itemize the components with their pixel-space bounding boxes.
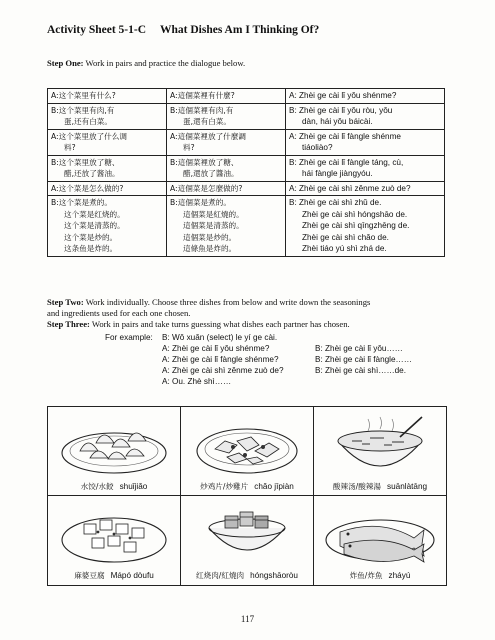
dialogue-line: 蛋,還有白菜。 [183, 117, 231, 126]
dialogue-line: A: Zhèi ge cài shì zěnme zuò de? [289, 183, 411, 193]
pinyin-cell [286, 103, 445, 129]
dialogue-row [48, 89, 445, 104]
dish-caption [181, 481, 313, 492]
dialogue-line: A:这个菜是怎么做的? [51, 183, 124, 193]
step-two [47, 297, 447, 330]
dialogue-line: 这个菜是清蒸的。 [64, 221, 125, 230]
dialogue-line: 這個菜是紅燒的。 [183, 209, 244, 219]
page-number: 117 [240, 614, 255, 624]
dialogue-line: B:这个菜里有肉,有 [51, 105, 115, 115]
dish-name-cn: 酸辣汤/酸辣湯 [332, 482, 382, 491]
dialogue-line: B:這個菜裡有肉,有 [170, 105, 234, 115]
dish-name-cn: 炒鸡片/炒雞片 [200, 482, 249, 491]
simplified-cell [48, 103, 167, 129]
dish-caption [181, 570, 313, 581]
dish-cell [314, 496, 446, 585]
traditional-cell [167, 129, 286, 155]
pinyin-cell [286, 129, 445, 155]
dialogue-line: B: Zhèi ge cài lǐ yǒu ròu, yǒu [289, 105, 393, 115]
dialogue-table [47, 88, 445, 257]
dish-name-pinyin: hóngshāoròu [250, 571, 298, 580]
dish-name-cn: 红烧肉/紅燒肉 [196, 571, 245, 580]
dish-cell [181, 496, 314, 585]
step-one-text: Work in pairs and practice the dialogue below. [85, 58, 246, 68]
step-three-text: Work in pairs and take turns guessing what dishes each partner has chosen. [91, 319, 350, 329]
dish-name-cn: 麻婆豆腐 [74, 571, 105, 580]
dish-grid [47, 406, 447, 586]
dish-name-pinyin: Mápó dòufu [110, 571, 154, 580]
example-line-3a: A: Zhèi ge cài lǐ fàngle shénme? [162, 355, 279, 364]
pinyin-cell [286, 155, 445, 181]
dialogue-line: hái fàngle jiàngyóu. [302, 169, 373, 178]
dialogue-line: B: Zhèi ge cài shì zhǔ de. [289, 198, 382, 207]
dish-caption [48, 570, 180, 581]
simplified-cell [48, 155, 167, 181]
traditional-cell [167, 103, 286, 129]
dialogue-line: Zhèi tiáo yú shì zhá de. [302, 244, 387, 253]
example-line-2a: A: Zhèi ge cài lǐ yǒu shénme? [162, 344, 270, 353]
example-line-3b: B: Zhèi ge cài lǐ fàngle…… [315, 355, 412, 364]
dialogue-row [48, 103, 445, 129]
dialogue-line: 醋,還放了醬油。 [183, 169, 239, 178]
dish-cell [48, 407, 181, 496]
activity-title: What Dishes Am I Thinking Of? [160, 24, 320, 36]
step-three-label: Step Three: [47, 319, 90, 329]
activity-number: Activity Sheet 5-1-C [47, 24, 147, 36]
dialogue-line: 料? [64, 143, 76, 152]
dialogue-line: 蛋,还有白菜。 [64, 117, 112, 126]
pinyin-cell [286, 89, 445, 104]
dialogue-line: A:这个菜里有什么? [51, 91, 116, 100]
simplified-cell [48, 196, 167, 257]
step-two-line1: Work individually. Choose three dishes from below and write down the seasonings [85, 297, 371, 307]
example-line-4b: B: Zhèi ge cài shì……de. [315, 366, 407, 375]
dialogue-line: 这条鱼是炸的。 [64, 244, 118, 253]
dialogue-line: Zhèi ge cài shì chǎo de. [302, 232, 389, 242]
dish-caption [48, 481, 180, 492]
pinyin-cell [286, 196, 445, 257]
fried-fish-plate-icon [318, 500, 442, 568]
dialogue-row [48, 155, 445, 181]
dialogue-line: B:這個菜裡放了糖、 [170, 157, 239, 167]
dialogue-line: tiáoliào? [302, 143, 333, 152]
dialogue-line: Zhèi ge cài shì hóngshāo de. [302, 209, 408, 219]
step-two-label: Step Two: [47, 297, 84, 307]
dialogue-row [48, 129, 445, 155]
dish-name-pinyin: suānlàtāng [387, 482, 428, 491]
dumplings-plate-icon [52, 411, 177, 479]
step-two-line2: and ingredients used for each one chosen. [47, 308, 191, 318]
dialogue-line: A: Zhèi ge cài lǐ fàngle shénme [289, 131, 401, 141]
dialogue-line: A:這個菜裡有什麼? [170, 91, 235, 100]
simplified-cell [48, 129, 167, 155]
dialogue-line: B: Zhèi ge cài lǐ fàngle táng, cù, [289, 157, 404, 167]
example-lead: For example: [105, 333, 153, 342]
example-line-1: B: Wǒ xuǎn (select) le yí ge cài. [162, 333, 278, 342]
dialogue-line: A:這個菜是怎麼做的? [170, 183, 243, 193]
traditional-cell [167, 155, 286, 181]
traditional-cell [167, 89, 286, 104]
dialogue-line: 這個菜是炒的。 [183, 232, 237, 242]
dialogue-row [48, 196, 445, 257]
dialogue-line: Zhèi ge cài shì qīngzhēng de. [302, 221, 410, 230]
dialogue-line: B:这个菜里放了糖、 [51, 157, 120, 167]
traditional-cell [167, 196, 286, 257]
example-line-5: A: Ou. Zhè shì…… [162, 377, 232, 386]
soup-bowl-icon [318, 411, 442, 479]
dialogue-line: A: Zhèi ge cài lǐ yǒu shénme? [289, 91, 397, 100]
dish-cell [48, 496, 181, 585]
simplified-cell [48, 181, 167, 196]
dialogue-line: A:這個菜裡放了什麼調 [170, 131, 246, 141]
dish-name-cn: 炸鱼/炸魚 [349, 571, 383, 580]
dish-cell [181, 407, 314, 496]
dialogue-line: 料? [183, 143, 195, 152]
stirfry-chicken-plate-icon [185, 411, 310, 479]
simplified-cell [48, 89, 167, 104]
dialogue-line: 醋,还放了酱油。 [64, 169, 120, 178]
dish-name-pinyin: chǎo jīpiàn [254, 482, 294, 491]
dialogue-row [48, 181, 445, 196]
dialogue-line: 这个菜是炒的。 [64, 232, 118, 242]
pinyin-cell [286, 181, 445, 196]
braised-pork-bowl-icon [185, 500, 310, 568]
dish-name-cn: 水饺/水餃 [80, 482, 114, 491]
step-one-label: Step One: [47, 58, 84, 68]
dialogue-line: 這個菜是清蒸的。 [183, 221, 244, 230]
dish-name-pinyin: shuǐjiǎo [119, 482, 148, 491]
traditional-cell [167, 181, 286, 196]
dish-caption [314, 481, 446, 492]
dish-caption [314, 570, 446, 581]
step-one [47, 58, 245, 69]
dialogue-line: B:這個菜是煮的。 [170, 198, 231, 207]
dialogue-line: 這條魚是炸的。 [183, 244, 237, 253]
dish-cell [314, 407, 446, 496]
tofu-plate-icon [52, 500, 177, 568]
page-title [47, 24, 319, 36]
dialogue-line: B:这个菜是煮的。 [51, 198, 112, 207]
example-line-4a: A: Zhèi ge cài shì zěnme zuò de? [162, 366, 284, 375]
dialogue-line: 这个菜是红烧的。 [64, 209, 125, 219]
dialogue-line: dàn, hái yǒu báicài. [302, 117, 373, 126]
dialogue-line: A:这个菜里放了什么调 [51, 131, 127, 141]
example-line-2b: B: Zhèi ge cài lǐ yǒu…… [315, 344, 403, 353]
dish-name-pinyin: zháyú [388, 571, 411, 580]
